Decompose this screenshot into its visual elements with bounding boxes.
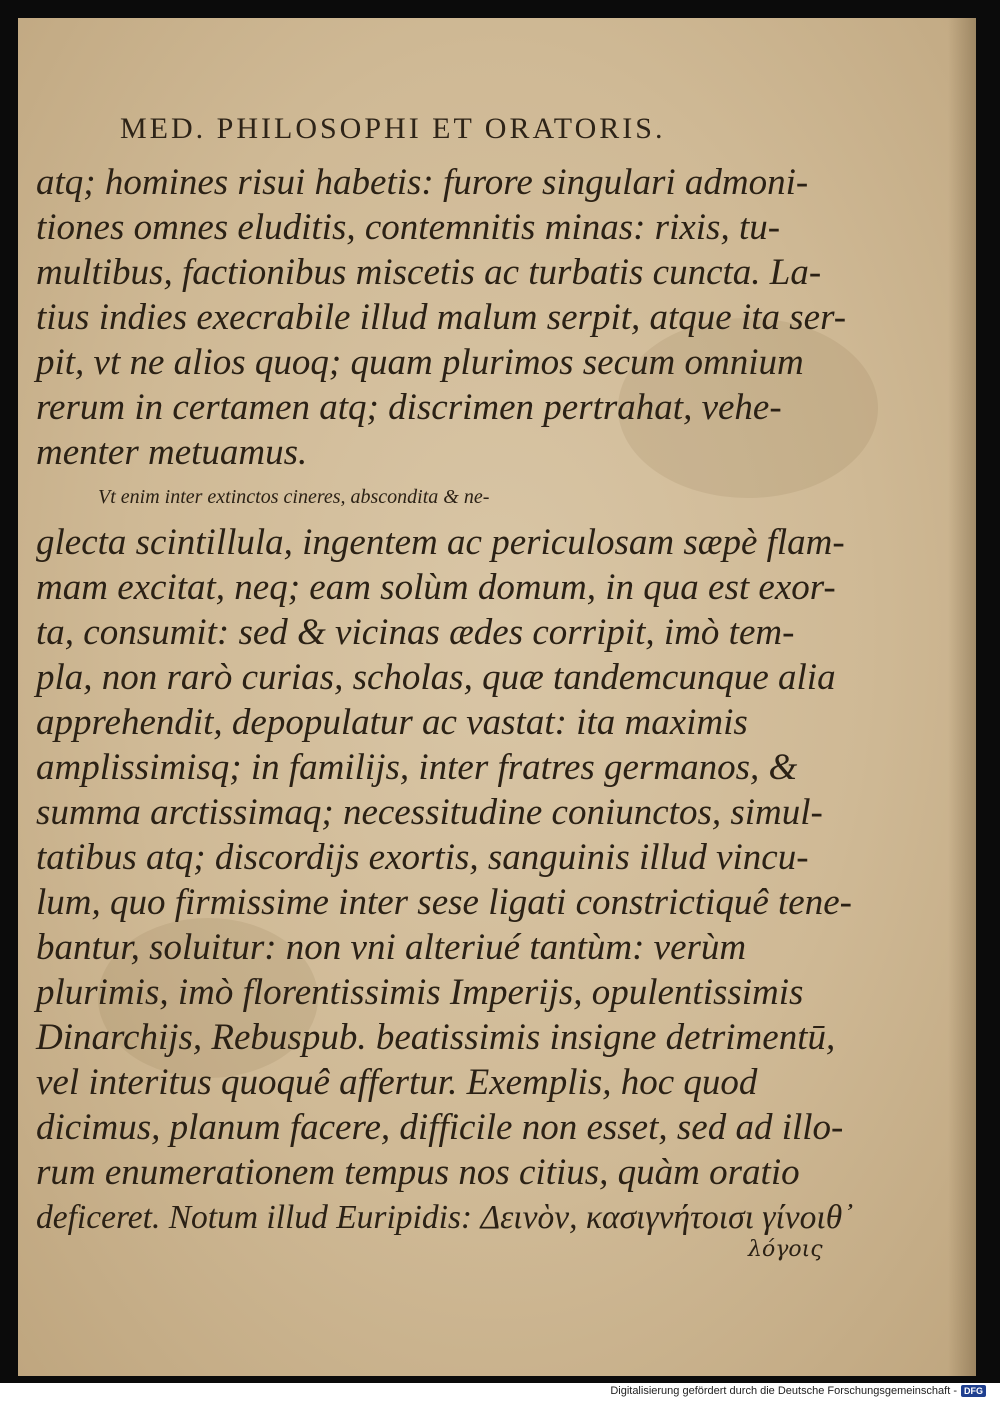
footer-credit xyxy=(610,1385,986,1397)
text-line: apprehendit, depopulatur ac vastat: ita maximis xyxy=(36,702,748,743)
footer-text: Digitalisierung gefördert durch die Deutsche Forschungsgemeinschaft - xyxy=(610,1385,957,1397)
dfg-logo: DFG xyxy=(961,1385,986,1397)
text-line: pla, non rarò curias, scholas, quæ tandemcunque alia xyxy=(36,657,836,698)
text-line: rum enumerationem tempus nos citius, quàm oratio xyxy=(36,1152,800,1193)
text-line: Dinarchijs, Rebuspub. beatissimis insigne detrimentū, xyxy=(36,1017,836,1058)
text-line: ta, consumit: sed & vicinas ædes corripit, imò tem- xyxy=(36,612,795,653)
text-line: glecta scintillula, ingentem ac periculosam sæpè flam- xyxy=(36,522,845,563)
text-line: dicimus, planum facere, difficile non esset, sed ad illo- xyxy=(36,1107,844,1148)
text-line: menter metuamus. xyxy=(36,432,308,473)
body-text xyxy=(36,160,856,1240)
text-line: bantur, soluitur: non vni alteriué tantùm: verùm xyxy=(36,927,747,968)
text-line: tius indies execrabile illud malum serpit, atque ita ser- xyxy=(36,297,847,338)
text-line: tiones omnes eluditis, contemnitis minas: rixis, tu- xyxy=(36,207,781,248)
text-line: amplissimisq; in familijs, inter fratres germanos, & xyxy=(36,747,798,788)
text-line: rerum in certamen atq; discrimen pertrahat, vehe- xyxy=(36,387,782,428)
text-line: multibus, factionibus miscetis ac turbatis cuncta. La- xyxy=(36,252,822,293)
page-gutter-shadow xyxy=(948,18,976,1376)
text-line: summa arctissimaq; necessitudine coniunctos, simul- xyxy=(36,792,823,833)
text-line: atq; homines risui habetis: furore singulari admoni- xyxy=(36,162,809,203)
text-line: plurimis, imò florentissimis Imperijs, opulentissimis xyxy=(36,972,804,1013)
text-line: tatibus atq; discordijs exortis, sanguinis illud vincu- xyxy=(36,837,809,878)
greek-catchword: λόγοις xyxy=(748,1237,823,1262)
text-line: vel interitus quoquê affertur. Exemplis, hoc quod xyxy=(36,1062,758,1103)
text-line: deficeret. Notum illud Euripidis: Δεινὸν, κασιγνήτοισι γίνοιθ᾽ xyxy=(36,1199,854,1236)
running-header: MED. PHILOSOPHI ET ORATORIS. xyxy=(120,112,666,145)
text-line: Vt enim inter extinctos cineres, abscondita & ne- xyxy=(98,486,490,508)
text-line: lum, quo firmissime inter sese ligati constrictiquê tene- xyxy=(36,882,852,923)
text-line: pit, vt ne alios quoq; quam plurimos secum omnium xyxy=(36,342,804,383)
text-line: mam excitat, neq; eam solùm domum, in qua est exor- xyxy=(36,567,836,608)
